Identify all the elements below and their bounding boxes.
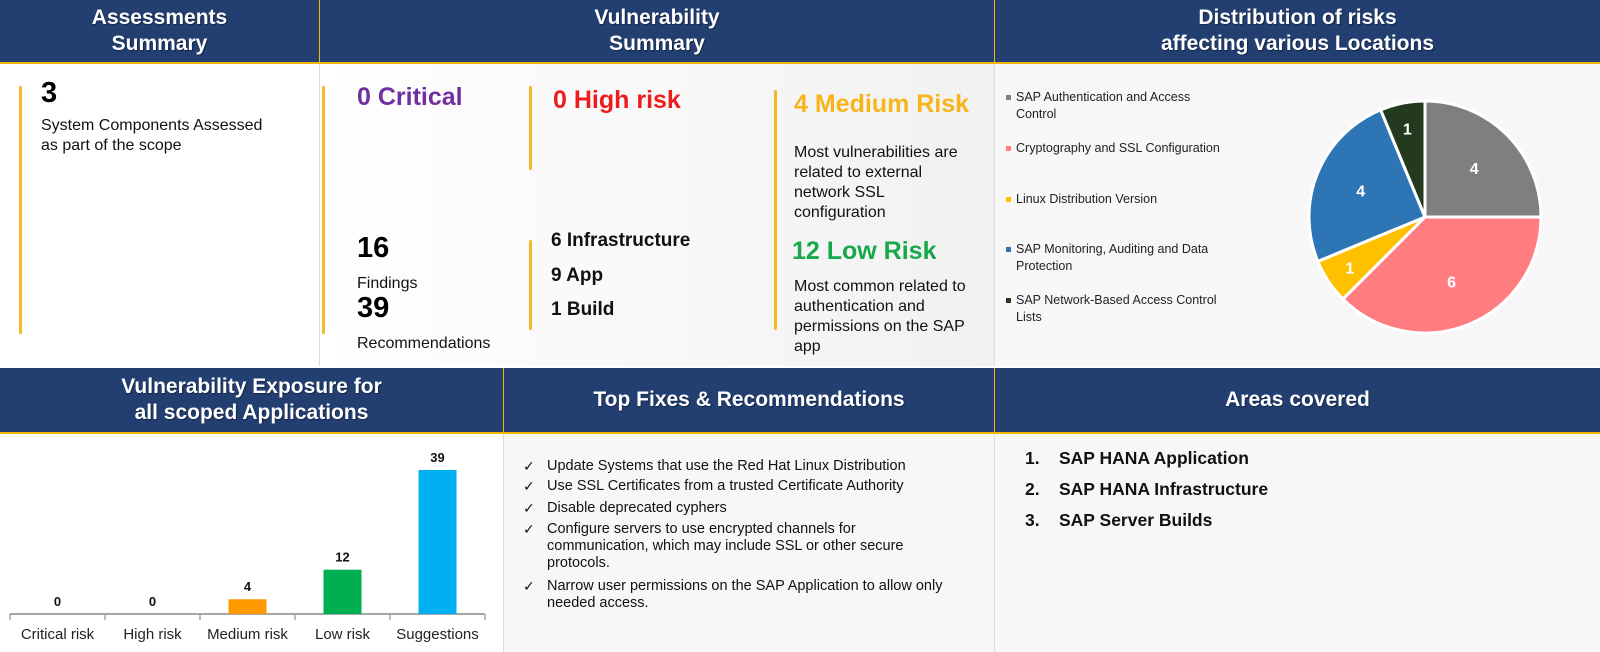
bar-data-label: 0: [53, 594, 62, 609]
fix-line: protocols.: [547, 555, 610, 571]
header-divider: [503, 368, 504, 432]
category-build: 1 Build: [551, 299, 615, 320]
header-assessments-summary: [0, 0, 319, 62]
fix-line: communication, which may include SSL or other secure: [547, 538, 904, 554]
area-number: 2.: [1025, 479, 1040, 499]
pie-data-label: 6: [1447, 274, 1457, 292]
fix-item: [523, 458, 977, 475]
note-line: configuration: [794, 204, 886, 221]
bar-data-label: 39: [430, 450, 445, 465]
panel-divider: [503, 434, 504, 652]
category-infrastructure: 6 Infrastructure: [551, 230, 691, 251]
header-vulnerability-summary: [320, 0, 994, 62]
accent-bar: [19, 86, 22, 334]
area-number: 3.: [1025, 510, 1040, 530]
fix-line: Configure servers to use encrypted channels for: [547, 521, 856, 537]
low-risk-note: [794, 277, 966, 357]
accent-bar: [774, 90, 777, 330]
fix-line: Narrow user permissions on the SAP Application to allow only: [547, 578, 943, 594]
x-tick-label: Medium risk: [207, 626, 288, 643]
fix-line: needed access.: [547, 595, 649, 611]
header-line: Vulnerability Exposure for: [121, 375, 382, 398]
header-divider: [994, 368, 995, 432]
recommendations-label: Recommendations: [357, 335, 491, 352]
check-icon: ✓: [523, 521, 535, 537]
x-tick-label: Low risk: [314, 626, 371, 643]
bar-data-label: 12: [335, 549, 350, 565]
low-risk-count: 12 Low Risk: [792, 237, 937, 265]
legend-line: SAP Monitoring, Auditing and Data: [1016, 242, 1209, 256]
legend-swatch: [1006, 247, 1011, 252]
area-label: SAP HANA Application: [1059, 448, 1249, 468]
legend-line: SAP Network-Based Access Control: [1016, 293, 1217, 307]
legend-item: [1016, 89, 1246, 123]
legend-item: [1016, 241, 1246, 275]
legend-line: Cryptography and SSL Configuration: [1016, 141, 1220, 155]
pie-data-label: 1: [1345, 260, 1355, 278]
components-assessed-label: [41, 116, 262, 156]
header-line: Vulnerability: [594, 6, 720, 29]
legend-swatch: [1006, 146, 1011, 151]
legend-line: Protection: [1016, 259, 1073, 273]
fix-item: [523, 500, 977, 517]
pie-data-label: 4: [1356, 183, 1366, 201]
components-assessed-count: 3: [41, 77, 58, 109]
header-line: Assessments: [91, 6, 228, 29]
legend-item: [1016, 292, 1246, 326]
header-line: Distribution of risks: [1198, 6, 1397, 29]
check-icon: ✓: [523, 500, 535, 516]
panel-divider: [319, 64, 320, 366]
note-line: permissions on the SAP: [794, 318, 965, 335]
header-top-fixes: [504, 368, 994, 432]
bar-data-label: 0: [148, 594, 157, 609]
legend-swatch: [1006, 197, 1011, 202]
area-number: 1.: [1025, 448, 1040, 468]
label-line: System Components Assessed: [41, 117, 263, 134]
x-tick-label: High risk: [123, 626, 182, 643]
recommendations-count: 39: [357, 292, 390, 324]
legend-line: Lists: [1016, 310, 1042, 324]
note-line: Most common related to: [794, 278, 966, 295]
header-line: Top Fixes & Recommendations: [593, 388, 905, 411]
legend-item: [1016, 140, 1246, 157]
note-line: network SSL: [794, 184, 885, 201]
legend-line: SAP Authentication and Access: [1016, 90, 1191, 104]
fix-line: Update Systems that use the Red Hat Linux Distribution: [547, 458, 906, 474]
legend-line: Control: [1016, 107, 1057, 121]
area-item: [1025, 510, 1212, 531]
high-risk-count: 0 High risk: [553, 86, 681, 114]
area-label: SAP HANA Infrastructure: [1059, 479, 1269, 499]
fix-line: Use SSL Certificates from a trusted Certificate Authority: [547, 478, 904, 494]
bar: [419, 470, 457, 614]
accent-bar: [529, 240, 532, 330]
header-line: affecting various Locations: [1160, 32, 1435, 55]
legend-swatch: [1006, 298, 1011, 303]
legend-line: Linux Distribution Version: [1016, 192, 1158, 206]
pie-slice: [1425, 101, 1541, 217]
fix-item: [523, 478, 977, 495]
header-line: all scoped Applications: [134, 401, 369, 424]
label-line: as part of the scope: [41, 137, 182, 154]
fix-line: Disable deprecated cyphers: [547, 500, 727, 516]
x-tick-label: Suggestions: [396, 626, 479, 643]
bar: [324, 570, 362, 614]
header-divider: [994, 0, 995, 62]
legend-item: [1016, 191, 1246, 208]
header-distribution-of-risks: [995, 0, 1600, 62]
medium-risk-note: [794, 143, 958, 223]
findings-label: Findings: [357, 275, 418, 292]
bar: [229, 599, 267, 614]
header-line: Summary: [111, 32, 208, 55]
note-line: authentication and: [794, 298, 925, 315]
pie-data-label: 1: [1402, 121, 1412, 139]
legend-swatch: [1006, 95, 1011, 100]
category-app: 9 App: [551, 265, 604, 286]
note-line: related to external: [794, 164, 923, 181]
panel-divider: [994, 434, 995, 652]
area-item: [1025, 479, 1268, 500]
findings-count: 16: [357, 232, 390, 264]
x-tick-label: Critical risk: [20, 626, 95, 643]
bar-data-label: 4: [243, 579, 252, 595]
header-divider: [319, 0, 320, 62]
accent-bar: [322, 86, 325, 334]
note-line: app: [794, 338, 821, 355]
check-icon: ✓: [523, 458, 535, 474]
panel-divider: [994, 64, 995, 366]
medium-risk-count: 4 Medium Risk: [794, 90, 970, 118]
note-line: Most vulnerabilities are: [794, 144, 958, 161]
critical-count: 0 Critical: [357, 83, 463, 111]
header-areas-covered: [995, 368, 1600, 432]
header-line: Areas covered: [1225, 388, 1370, 411]
fix-item: [523, 521, 977, 572]
area-label: SAP Server Builds: [1059, 510, 1213, 530]
check-icon: ✓: [523, 478, 535, 494]
check-icon: ✓: [523, 578, 535, 594]
accent-bar: [529, 86, 532, 170]
fix-item: [523, 578, 977, 612]
vulnerability-exposure-bar-chart: [0, 434, 503, 652]
area-item: [1025, 448, 1249, 469]
risk-distribution-pie-chart: [1300, 92, 1550, 342]
header-line: Summary: [609, 32, 705, 55]
pie-data-label: 4: [1469, 160, 1479, 178]
header-vulnerability-exposure: [0, 368, 503, 432]
